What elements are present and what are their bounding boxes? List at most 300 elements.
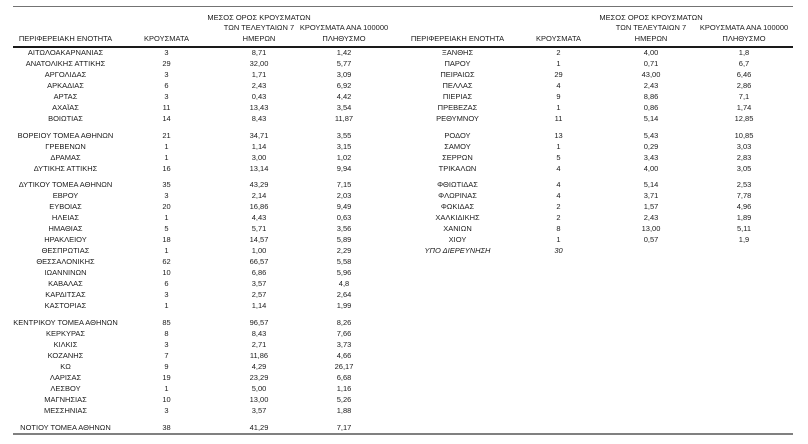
spacer-cell (385, 395, 405, 406)
avg7-cell: 0,57 (643, 235, 659, 245)
cases-cell (510, 362, 607, 373)
per100k-cell: 7,66 (336, 328, 352, 338)
per100k-cell: 3,05 (736, 163, 752, 173)
spacer-cell (385, 362, 405, 373)
region-name-cell: ΑΧΑΪΑΣ (52, 102, 79, 112)
per100k-cell: 1,42 (336, 48, 352, 57)
cases-cell (510, 351, 607, 362)
per100k-cell: 2,03 (336, 191, 352, 201)
cases-cell: 3 (164, 69, 169, 79)
per100k-cell: 7,17 (336, 422, 352, 432)
region-name-cell: ΘΕΣΠΡΩΤΙΑΣ (41, 246, 90, 256)
per100k-cell: 5,11 (736, 224, 752, 234)
avg7-cell (607, 340, 695, 351)
avg7-cell: 16,86 (249, 202, 269, 212)
table-row (13, 423, 793, 435)
avg7-cell (607, 279, 695, 290)
avg7-cell: 4,00 (643, 163, 659, 173)
spacer-cell (385, 351, 405, 362)
spacer-cell (385, 92, 405, 103)
region-name-cell: ΛΕΣΒΟΥ (50, 383, 81, 393)
region-name-cell: ΔΡΑΜΑΣ (50, 152, 81, 162)
spacer-cell (385, 180, 405, 191)
per100k-cell: 1,16 (336, 383, 352, 393)
region-name-cell (405, 384, 510, 395)
cases-cell: 2 (556, 213, 561, 223)
table-row (13, 153, 793, 164)
region-name-cell: ΗΜΑΘΙΑΣ (48, 224, 83, 234)
cases-cell: 1 (556, 102, 561, 112)
per100k-cell (695, 362, 793, 373)
region-name-cell: ΧΑΛΚΙΔΙΚΗΣ (435, 213, 480, 223)
region-name-cell: ΑΡΚΑΔΙΑΣ (47, 80, 84, 90)
cases-cell (510, 329, 607, 340)
header-line: ΚΡΟΥΣΜΑΤΑ (536, 33, 581, 43)
per100k-cell: 7,78 (736, 191, 752, 201)
spacer-column (385, 7, 405, 48)
per100k-cell: 6,46 (736, 69, 752, 79)
per100k-cell: 1,88 (336, 405, 352, 415)
region-name-cell (405, 373, 510, 384)
spacer-cell (385, 257, 405, 268)
per100k-cell: 5,77 (336, 58, 352, 68)
avg7-cell: 11,86 (249, 350, 269, 360)
per100k-cell: 7,1 (738, 91, 750, 101)
per100k-cell: 2,53 (736, 180, 752, 190)
table-row (13, 131, 793, 142)
region-name-cell: ΓΡΕΒΕΝΩΝ (45, 141, 86, 151)
region-name-cell: ΗΡΑΚΛΕΙΟΥ (44, 235, 87, 245)
cases-cell: 4 (556, 180, 561, 190)
cases-cell: 35 (162, 180, 171, 190)
region-name-cell: ΚΩ (60, 361, 71, 371)
avg7-cell: 2,43 (643, 213, 659, 223)
per100k-cell: 5,96 (336, 268, 352, 278)
cases-cell: 1 (164, 383, 169, 393)
cases-cell (510, 406, 607, 417)
cases-cell: 29 (162, 58, 171, 68)
per100k-cell: 2,29 (336, 246, 352, 256)
avg7-cell (607, 246, 695, 257)
table-row (13, 81, 793, 92)
col-header-cases-label (536, 34, 581, 45)
avg7-cell: 8,43 (251, 113, 267, 123)
per100k-cell: 0,63 (336, 213, 352, 223)
table-body (13, 47, 793, 434)
avg7-cell: 0,86 (643, 102, 659, 112)
spacer-cell (385, 164, 405, 175)
region-name-cell: ΔΥΤΙΚΟΥ ΤΟΜΕΑ ΑΘΗΝΩΝ (18, 180, 113, 190)
region-name-cell (405, 423, 510, 435)
per100k-cell: 10,85 (734, 130, 754, 140)
region-name-cell: ΚΕΡΚΥΡΑΣ (45, 328, 86, 338)
avg7-cell: 0,43 (251, 91, 267, 101)
avg7-cell: 1,00 (251, 246, 267, 256)
per100k-cell (695, 384, 793, 395)
cases-cell: 11 (162, 102, 171, 112)
avg7-cell: 43,29 (249, 180, 269, 190)
avg7-cell: 5,00 (251, 383, 267, 393)
table-row (13, 180, 793, 191)
region-name-cell: ΠΕΙΡΑΙΩΣ (440, 69, 475, 79)
per100k-cell (695, 246, 793, 257)
table-row (13, 329, 793, 340)
region-name-cell: ΙΩΑΝΝΙΝΩΝ (44, 268, 87, 278)
cases-cell: 5 (556, 152, 561, 162)
avg7-cell: 14,57 (249, 235, 269, 245)
cases-cell (510, 290, 607, 301)
region-name-cell: ΛΑΡΙΣΑΣ (49, 372, 82, 382)
spacer-cell (385, 373, 405, 384)
header-line: ΚΡΟΥΣΜΑΤΑ ΑΝΑ 100000 (699, 23, 789, 32)
region-name-cell: ΚΟΖΑΝΗΣ (47, 350, 84, 360)
region-name-cell (405, 329, 510, 340)
col-header-avg7-left (207, 7, 311, 48)
region-name-cell: ΠΕΛΛΑΣ (442, 80, 473, 90)
cases-cell: 29 (554, 69, 563, 79)
per100k-cell: 5,58 (336, 257, 352, 267)
avg7-cell: 4,29 (251, 361, 267, 371)
col-header-per100k-left (299, 7, 389, 48)
avg7-cell (607, 329, 695, 340)
per100k-cell: 4,42 (336, 91, 352, 101)
cases-cell: 9 (164, 361, 169, 371)
per100k-cell: 3,73 (336, 339, 352, 349)
per100k-cell: 5,26 (336, 394, 352, 404)
header-line: ΚΡΟΥΣΜΑΤΑ (144, 33, 189, 43)
avg7-cell: 3,00 (251, 152, 267, 162)
table-row (13, 246, 793, 257)
region-name-cell: ΠΑΡΟΥ (444, 58, 471, 68)
avg7-cell: 8,71 (251, 48, 267, 57)
header-line: ΤΩΝ ΤΕΛΕΥΤΑΙΩΝ 7 (223, 23, 295, 32)
region-name-cell: ΧΑΝΙΩΝ (443, 224, 472, 234)
header-row (13, 7, 793, 48)
per100k-cell: 1,99 (336, 300, 352, 310)
header-line: ΤΩΝ ΤΕΛΕΥΤΑΙΩΝ 7 (615, 23, 687, 32)
region-name-cell: ΔΥΤΙΚΗΣ ΑΤΤΙΚΗΣ (33, 163, 98, 173)
col-header-cases-left (118, 7, 215, 48)
col-header-cases-label (144, 34, 189, 45)
cases-cell: 16 (162, 163, 171, 173)
spacer-cell (385, 202, 405, 213)
spacer-cell (385, 191, 405, 202)
cases-cell: 6 (164, 80, 169, 90)
per100k-cell: 1,74 (736, 102, 752, 112)
avg7-cell: 2,43 (643, 80, 659, 90)
per100k-cell (695, 318, 793, 329)
per100k-cell: 2,83 (736, 152, 752, 162)
cases-cell (510, 395, 607, 406)
avg7-cell: 1,14 (251, 141, 267, 151)
spacer-cell (385, 423, 405, 435)
per100k-cell: 3,03 (736, 141, 752, 151)
region-name-cell: ΜΕΣΣΗΝΙΑΣ (43, 405, 88, 415)
per100k-cell: 2,86 (736, 80, 752, 90)
cases-cell: 2 (556, 48, 561, 57)
per100k-cell: 3,54 (336, 102, 352, 112)
header-line: ΠΛΗΘΥΣΜΟ (722, 33, 766, 43)
per100k-cell (695, 423, 793, 435)
avg7-cell: 6,86 (251, 268, 267, 278)
per100k-cell: 6,92 (336, 80, 352, 90)
table-row (13, 301, 793, 312)
cases-cell: 62 (162, 257, 171, 267)
region-name-cell: ΑΙΤΩΛΟΑΚΑΡΝΑΝΙΑΣ (27, 48, 104, 57)
spacer-cell (385, 318, 405, 329)
col-header-region-label (411, 34, 504, 45)
table-row (13, 406, 793, 417)
avg7-cell (607, 395, 695, 406)
avg7-cell (607, 290, 695, 301)
per100k-cell: 3,55 (336, 130, 352, 140)
avg7-cell (607, 268, 695, 279)
avg7-cell: 13,00 (249, 394, 269, 404)
avg7-cell: 96,57 (249, 317, 269, 327)
avg7-cell: 13,14 (249, 163, 269, 173)
table-row (13, 103, 793, 114)
region-name-cell: ΜΑΓΝΗΣΙΑΣ (44, 394, 87, 404)
cases-cell: 7 (164, 350, 169, 360)
avg7-cell: 5,43 (643, 130, 659, 140)
avg7-cell (607, 373, 695, 384)
avg7-cell: 66,57 (249, 257, 269, 267)
avg7-cell (607, 318, 695, 329)
avg7-cell: 0,29 (643, 141, 659, 151)
per100k-cell: 1,02 (336, 152, 352, 162)
avg7-cell: 1,14 (251, 300, 267, 310)
cases-cell: 10 (162, 268, 171, 278)
cases-cell: 2 (556, 202, 561, 212)
per100k-cell (695, 257, 793, 268)
cases-cell: 38 (162, 422, 171, 432)
per100k-cell (695, 351, 793, 362)
table-row (13, 351, 793, 362)
per100k-cell (695, 395, 793, 406)
avg7-cell: 2,71 (251, 339, 267, 349)
spacer-cell (385, 59, 405, 70)
table-row (13, 318, 793, 329)
region-name-cell: ΥΠΟ ΔΙΕΡΕΥΝΗΣΗ (424, 246, 491, 256)
spacer-cell (385, 246, 405, 257)
region-name-cell: ΑΡΤΑΣ (53, 91, 78, 101)
cases-cell: 21 (162, 130, 171, 140)
spacer-cell (385, 290, 405, 301)
cases-cell: 3 (164, 91, 169, 101)
spacer-cell (385, 235, 405, 246)
cases-cell: 14 (162, 113, 171, 123)
cases-cell: 1 (556, 235, 561, 245)
table-row (13, 47, 793, 59)
per100k-cell: 12,85 (734, 113, 754, 123)
avg7-cell (607, 423, 695, 435)
spacer-cell (385, 340, 405, 351)
cases-cell (510, 423, 607, 435)
spacer-cell (385, 406, 405, 417)
cases-cell: 3 (164, 290, 169, 300)
per100k-cell: 26,17 (334, 361, 354, 371)
header-line: ΗΜΕΡΩΝ (242, 33, 276, 43)
region-name-cell: ΕΒΡΟΥ (52, 191, 79, 201)
cases-cell (510, 279, 607, 290)
per100k-cell: 3,09 (336, 69, 352, 79)
col-header-cases-right (510, 7, 607, 48)
region-name-cell: ΕΥΒΟΙΑΣ (49, 202, 82, 212)
avg7-cell: 23,29 (249, 372, 269, 382)
cases-cell: 4 (556, 163, 561, 173)
col-header-avg7-label (207, 13, 310, 45)
table-row (13, 191, 793, 202)
header-line: ΚΡΟΥΣΜΑΤΑ ΑΝΑ 100000 (299, 23, 389, 32)
avg7-cell: 3,57 (251, 405, 267, 415)
spacer-cell (385, 268, 405, 279)
cases-cell: 3 (164, 191, 169, 201)
avg7-cell: 2,43 (251, 80, 267, 90)
region-name-cell: ΚΑΣΤΟΡΙΑΣ (44, 300, 87, 310)
cases-cell (510, 318, 607, 329)
cases-cell: 85 (162, 317, 171, 327)
per100k-cell (695, 406, 793, 417)
region-name-cell: ΚΕΝΤΡΙΚΟΥ ΤΟΜΕΑ ΑΘΗΝΩΝ (13, 317, 118, 327)
region-name-cell (405, 395, 510, 406)
region-name-cell: ΑΝΑΤΟΛΙΚΗΣ ΑΤΤΙΚΗΣ (25, 58, 106, 68)
avg7-cell: 4,00 (643, 48, 659, 57)
avg7-cell: 13,00 (641, 224, 661, 234)
region-name-cell: ΗΛΕΙΑΣ (51, 213, 80, 223)
per100k-cell: 4,66 (336, 350, 352, 360)
cases-cell: 1 (556, 58, 561, 68)
region-name-cell (405, 362, 510, 373)
avg7-cell: 2,14 (251, 191, 267, 201)
spacer-cell (385, 70, 405, 81)
spacer-cell (385, 81, 405, 92)
avg7-cell: 32,00 (249, 58, 269, 68)
table-row (13, 395, 793, 406)
avg7-cell: 8,86 (643, 91, 659, 101)
avg7-cell: 2,57 (251, 290, 267, 300)
avg7-cell: 0,71 (643, 58, 659, 68)
table-row (13, 92, 793, 103)
avg7-cell (607, 362, 695, 373)
table-row (13, 257, 793, 268)
per100k-cell: 3,56 (336, 224, 352, 234)
per100k-cell: 7,15 (336, 180, 352, 190)
spacer-cell (385, 384, 405, 395)
per100k-cell: 5,89 (336, 235, 352, 245)
avg7-cell (607, 257, 695, 268)
per100k-cell: 4,8 (338, 279, 350, 289)
region-name-cell: ΒΟΡΕΙΟΥ ΤΟΜΕΑ ΑΘΗΝΩΝ (17, 130, 114, 140)
region-name-cell (405, 301, 510, 312)
header-line: ΠΕΡΙΦΕΡΕΙΑΚΗ ΕΝΟΤΗΤΑ (410, 33, 505, 43)
header-line: ΠΛΗΘΥΣΜΟ (322, 33, 366, 43)
cases-cell: 13 (554, 130, 563, 140)
table-row (13, 373, 793, 384)
avg7-cell: 13,43 (249, 102, 269, 112)
region-name-cell: ΚΙΛΚΙΣ (53, 339, 78, 349)
per100k-cell: 6,7 (738, 58, 750, 68)
cases-cell: 9 (556, 91, 561, 101)
col-header-per100k-label (300, 23, 388, 44)
per100k-cell: 2,64 (336, 290, 352, 300)
region-name-cell: ΡΟΔΟΥ (444, 130, 471, 140)
per100k-cell: 4,96 (736, 202, 752, 212)
cases-cell: 3 (164, 405, 169, 415)
cases-cell: 11 (554, 113, 563, 123)
region-name-cell (405, 340, 510, 351)
region-name-cell: ΦΘΙΩΤΙΔΑΣ (437, 180, 478, 190)
avg7-cell: 43,00 (641, 69, 661, 79)
region-name-cell: ΧΙΟΥ (448, 235, 467, 245)
region-name-cell: ΡΕΘΥΜΝΟΥ (436, 113, 479, 123)
region-name-cell (405, 406, 510, 417)
header-line: ΜΕΣΟΣ ΟΡΟΣ ΚΡΟΥΣΜΑΤΩΝ (599, 12, 703, 22)
avg7-cell: 1,57 (643, 202, 659, 212)
cases-cell: 3 (164, 339, 169, 349)
region-name-cell: ΒΟΙΩΤΙΑΣ (48, 113, 83, 123)
per100k-cell (695, 340, 793, 351)
col-header-region-left (13, 7, 118, 48)
per100k-cell: 1,8 (738, 48, 750, 57)
spacer-cell (385, 131, 405, 142)
table-row (13, 202, 793, 213)
table-row (13, 114, 793, 125)
avg7-cell: 5,14 (643, 180, 659, 190)
region-name-cell: ΣΕΡΡΩΝ (442, 152, 473, 162)
region-name-cell (405, 268, 510, 279)
region-name-cell (405, 318, 510, 329)
cases-cell: 8 (556, 224, 561, 234)
spacer-cell (385, 114, 405, 125)
cases-cell: 1 (556, 141, 561, 151)
region-name-cell: ΞΑΝΘΗΣ (441, 48, 474, 57)
avg7-cell: 5,71 (251, 224, 267, 234)
per100k-cell: 8,26 (336, 317, 352, 327)
col-header-per100k-label (700, 23, 788, 44)
region-name-cell: ΤΡΙΚΑΛΩΝ (438, 163, 477, 173)
table-row (13, 164, 793, 175)
table-row (13, 384, 793, 395)
col-header-region-label (19, 34, 112, 45)
avg7-cell (607, 384, 695, 395)
region-name-cell: ΚΑΡΔΙΤΣΑΣ (45, 290, 86, 300)
avg7-cell: 34,71 (249, 130, 269, 140)
regional-cases-table (13, 6, 793, 435)
cases-cell: 4 (556, 191, 561, 201)
table-row (13, 213, 793, 224)
cases-cell: 10 (162, 394, 171, 404)
cases-cell: 1 (164, 246, 169, 256)
col-header-per100k-right (695, 7, 793, 48)
spacer-cell (385, 301, 405, 312)
cases-cell: 1 (164, 300, 169, 310)
spacer-cell (385, 103, 405, 114)
avg7-cell: 8,43 (251, 328, 267, 338)
table-row (13, 340, 793, 351)
region-name-cell: ΦΩΚΙΔΑΣ (440, 202, 475, 212)
table-row (13, 70, 793, 81)
per100k-cell (695, 301, 793, 312)
avg7-cell: 1,71 (251, 69, 267, 79)
avg7-cell: 4,43 (251, 213, 267, 223)
avg7-cell: 3,71 (643, 191, 659, 201)
per100k-cell (695, 268, 793, 279)
per100k-cell (695, 290, 793, 301)
region-name-cell: ΚΑΒΑΛΑΣ (48, 279, 83, 289)
cases-cell: 1 (164, 141, 169, 151)
per100k-cell: 1,9 (738, 235, 750, 245)
header-line: ΠΕΡΙΦΕΡΕΙΑΚΗ ΕΝΟΤΗΤΑ (18, 33, 113, 43)
